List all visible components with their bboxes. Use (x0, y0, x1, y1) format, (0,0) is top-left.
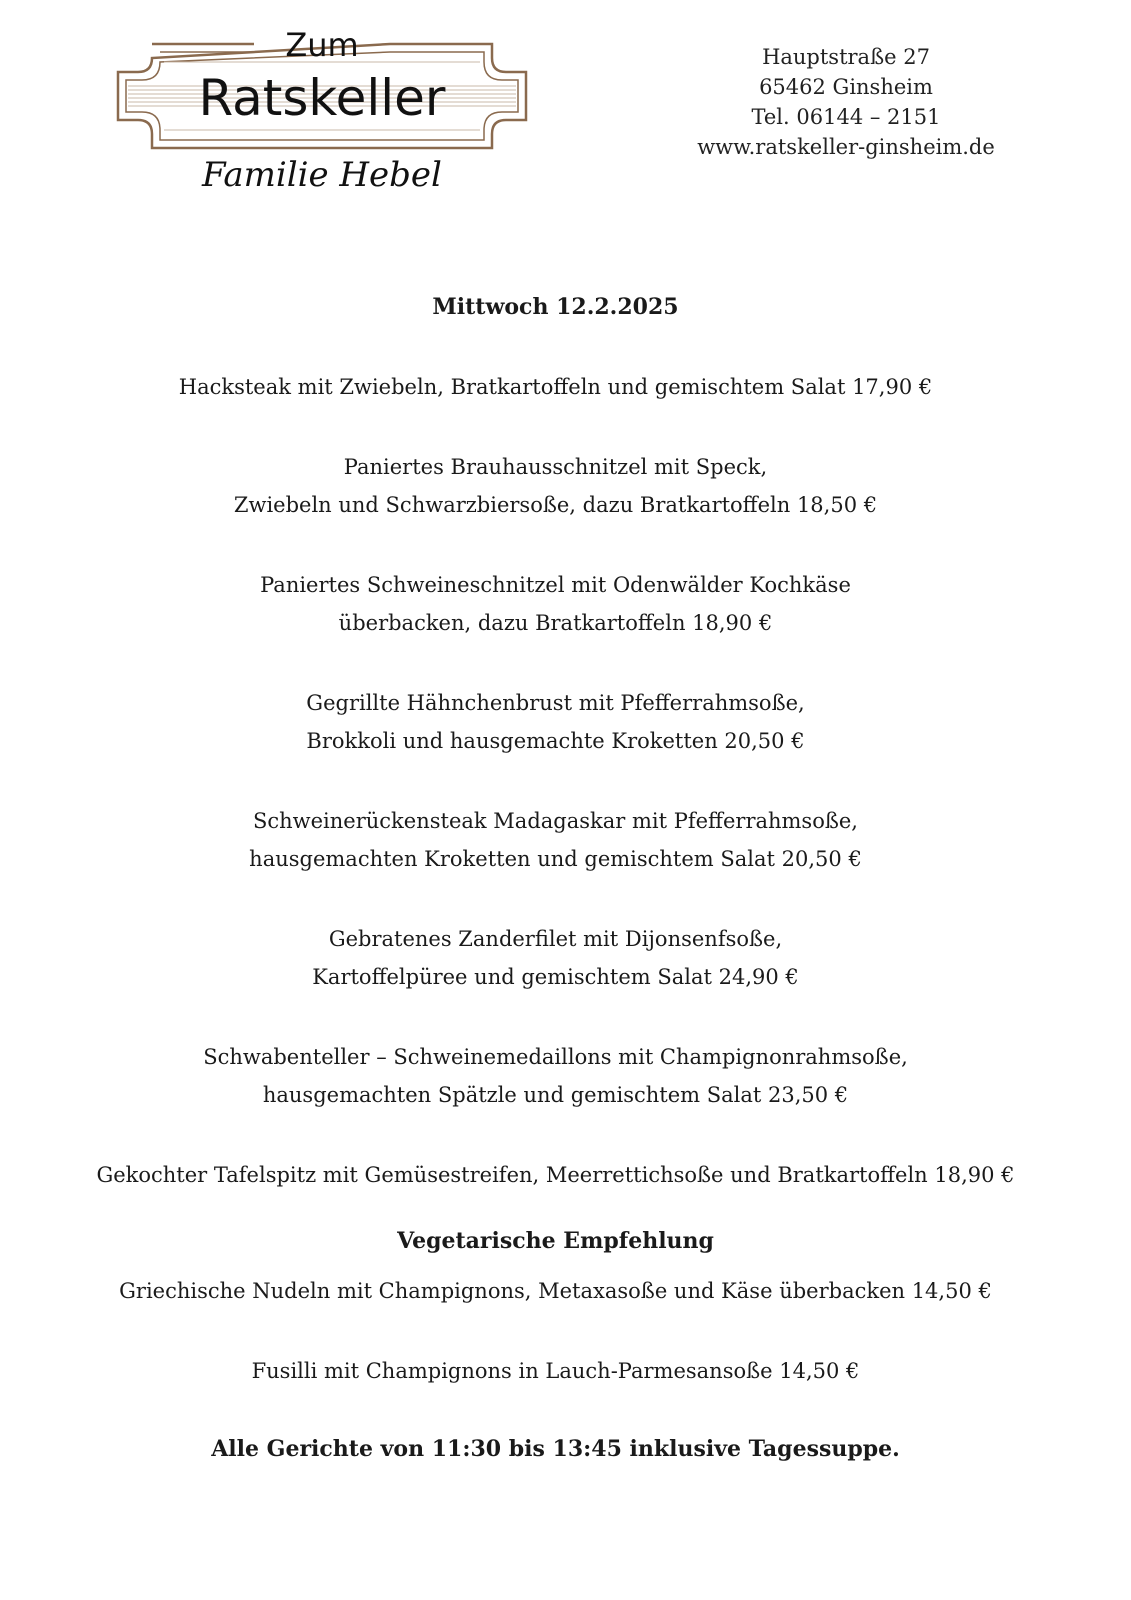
menu-item (0, 684, 1111, 760)
vegetarian-menu-item (0, 1272, 1111, 1310)
menu-item-line: Fusilli mit Champignons in Lauch-Parmesansoße 14,50 € (251, 1359, 860, 1383)
menu-item-line: Zwiebeln und Schwarzbiersoße, dazu Bratkartoffeln 18,50 € (233, 493, 878, 517)
menu-item-line: Kartoffelpüree und gemischtem Salat 24,90 € (312, 965, 799, 989)
menu-item (0, 1038, 1111, 1114)
menu-item (0, 448, 1111, 524)
menu-item (0, 368, 1111, 406)
menu-item-line: hausgemachten Spätzle und gemischtem Salat 23,50 € (262, 1083, 849, 1107)
restaurant-logo (112, 26, 532, 206)
logo-top-word: Zum (285, 26, 359, 64)
menu-item (0, 802, 1111, 878)
menu-item-line: Brokkoli und hausgemachte Kroketten 20,50 € (306, 729, 805, 753)
menu-item-line: Schweinerückensteak Madagaskar mit Pfefferrahmsoße, (252, 809, 858, 833)
daily-menu (0, 290, 1111, 1466)
menu-item-line: Schwabenteller – Schweinemedaillons mit Champignonrahmsoße, (203, 1045, 908, 1069)
address-street: Hauptstraße 27 (762, 45, 930, 69)
menu-item-line: überbacken, dazu Bratkartoffeln 18,90 € (338, 611, 773, 635)
logo-family-name: Familie Hebel (202, 155, 442, 195)
menu-item-line: Gebratenes Zanderfilet mit Dijonsenfsoße, (328, 927, 783, 951)
address-phone: Tel. 06144 – 2151 (751, 105, 941, 129)
address-website: www.ratskeller-ginsheim.de (697, 135, 995, 159)
menu-item-line: Hacksteak mit Zwiebeln, Bratkartoffeln und gemischtem Salat 17,90 € (178, 375, 933, 399)
menu-item-line: Gekochter Tafelspitz mit Gemüsestreifen, Meerrettichsoße und Bratkartoffeln 18,90 € (96, 1163, 1015, 1187)
menu-item-line: Paniertes Schweineschnitzel mit Odenwälder Kochkäse (260, 573, 851, 597)
vegetarian-section-title: Vegetarische Empfehlung (397, 1228, 714, 1254)
serving-hours-note: Alle Gerichte von 11:30 bis 13:45 inklusive Tagessuppe. (211, 1436, 900, 1462)
menu-item-line: hausgemachten Kroketten und gemischtem Salat 20,50 € (249, 847, 862, 871)
menu-item-line: Gegrillte Hähnchenbrust mit Pfefferrahmsoße, (306, 691, 805, 715)
menu-item-line: Griechische Nudeln mit Champignons, Metaxasoße und Käse überbacken 14,50 € (119, 1279, 992, 1303)
address-city: 65462 Ginsheim (759, 75, 933, 99)
menu-day-title: Mittwoch 12.2.2025 (432, 294, 679, 320)
vegetarian-menu-item (0, 1352, 1111, 1390)
menu-item (0, 566, 1111, 642)
address-block (666, 42, 1026, 162)
menu-item (0, 1156, 1111, 1194)
menu-item (0, 920, 1111, 996)
logo-name: Ratskeller (198, 69, 446, 127)
menu-item-line: Paniertes Brauhausschnitzel mit Speck, (343, 455, 768, 479)
